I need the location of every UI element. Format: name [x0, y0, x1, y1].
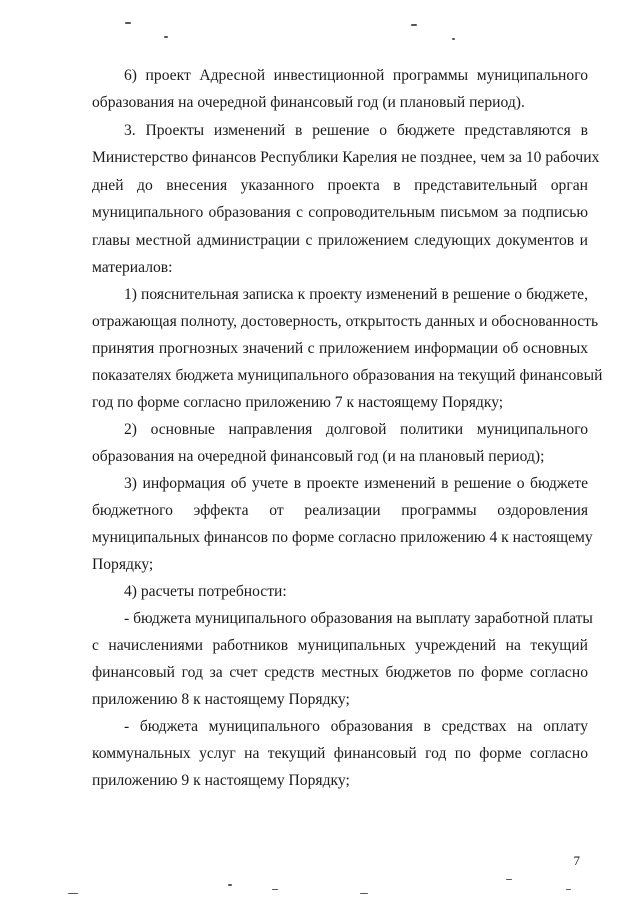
text-line: год по форме согласно приложению 7 к настоящему Порядку; — [92, 394, 504, 411]
scan-speck — [164, 36, 168, 38]
text-line: приложению 9 к настоящему Порядку; — [92, 772, 350, 789]
text-line: бюджетного эффекта от реализации программы оздоровления — [92, 502, 588, 519]
text-line: отражающая полноту, достоверность, открытость данных и обоснованность — [92, 313, 599, 330]
scan-speck — [506, 879, 512, 880]
text-line: 6) проект Адресной инвестиционной программы муниципального — [124, 67, 588, 84]
scan-speck — [566, 889, 571, 890]
scan-speck — [452, 38, 455, 40]
text-line: 4) расчеты потребности: — [124, 583, 287, 600]
text-line: принятия прогнозных значений с приложением информации об основных — [92, 340, 588, 357]
text-line: 3) информация об учете в проекте изменений в решение о бюджете — [124, 475, 588, 492]
scan-speck — [228, 884, 232, 886]
text-line: Порядку; — [92, 556, 154, 573]
scan-speck — [68, 893, 78, 894]
text-line: 3. Проекты изменений в решение о бюджете представляются в — [124, 122, 588, 139]
text-line: дней до внесения указанного проекта в представительный орган — [92, 177, 588, 194]
text-line: приложению 8 к настоящему Порядку; — [92, 691, 350, 708]
text-line: Министерство финансов Республики Карелия не позднее, чем за 10 рабочих — [92, 149, 600, 166]
text-line: показателях бюджета муниципального образования на текущий финансовый — [92, 367, 603, 384]
text-line: материалов: — [92, 259, 173, 276]
text-line: - бюджета муниципального образования в средствах на оплату — [124, 718, 588, 735]
scan-speck — [360, 893, 368, 894]
text-line: образования на очередной финансовый год (и на плановый период); — [92, 448, 545, 465]
text-line: финансовый год за счет средств местных бюджетов по форме согласно — [92, 664, 588, 681]
text-line: с начислениями работников муниципальных учреждений на текущий — [92, 637, 588, 654]
page-number: 7 — [573, 853, 580, 868]
scan-speck — [272, 889, 278, 890]
scan-speck — [411, 24, 417, 26]
text-line: 2) основные направления долговой политики муниципального — [124, 421, 588, 438]
text-line: 1) пояснительная записка к проекту изменений в решение о бюджете, — [124, 286, 588, 303]
text-line: муниципального образования с сопроводительным письмом за подписью — [92, 204, 588, 221]
text-line: муниципальных финансов по форме согласно приложению 4 к настоящему — [92, 529, 593, 546]
scan-speck — [125, 22, 131, 24]
text-line: образования на очередной финансовый год (и плановый период). — [92, 94, 525, 111]
text-line: главы местной администрации с приложением следующих документов и — [92, 232, 588, 249]
text-line: - бюджета муниципального образования на выплату заработной платы — [124, 610, 593, 627]
text-line: коммунальных услуг на текущий финансовый год по форме согласно — [92, 745, 588, 762]
